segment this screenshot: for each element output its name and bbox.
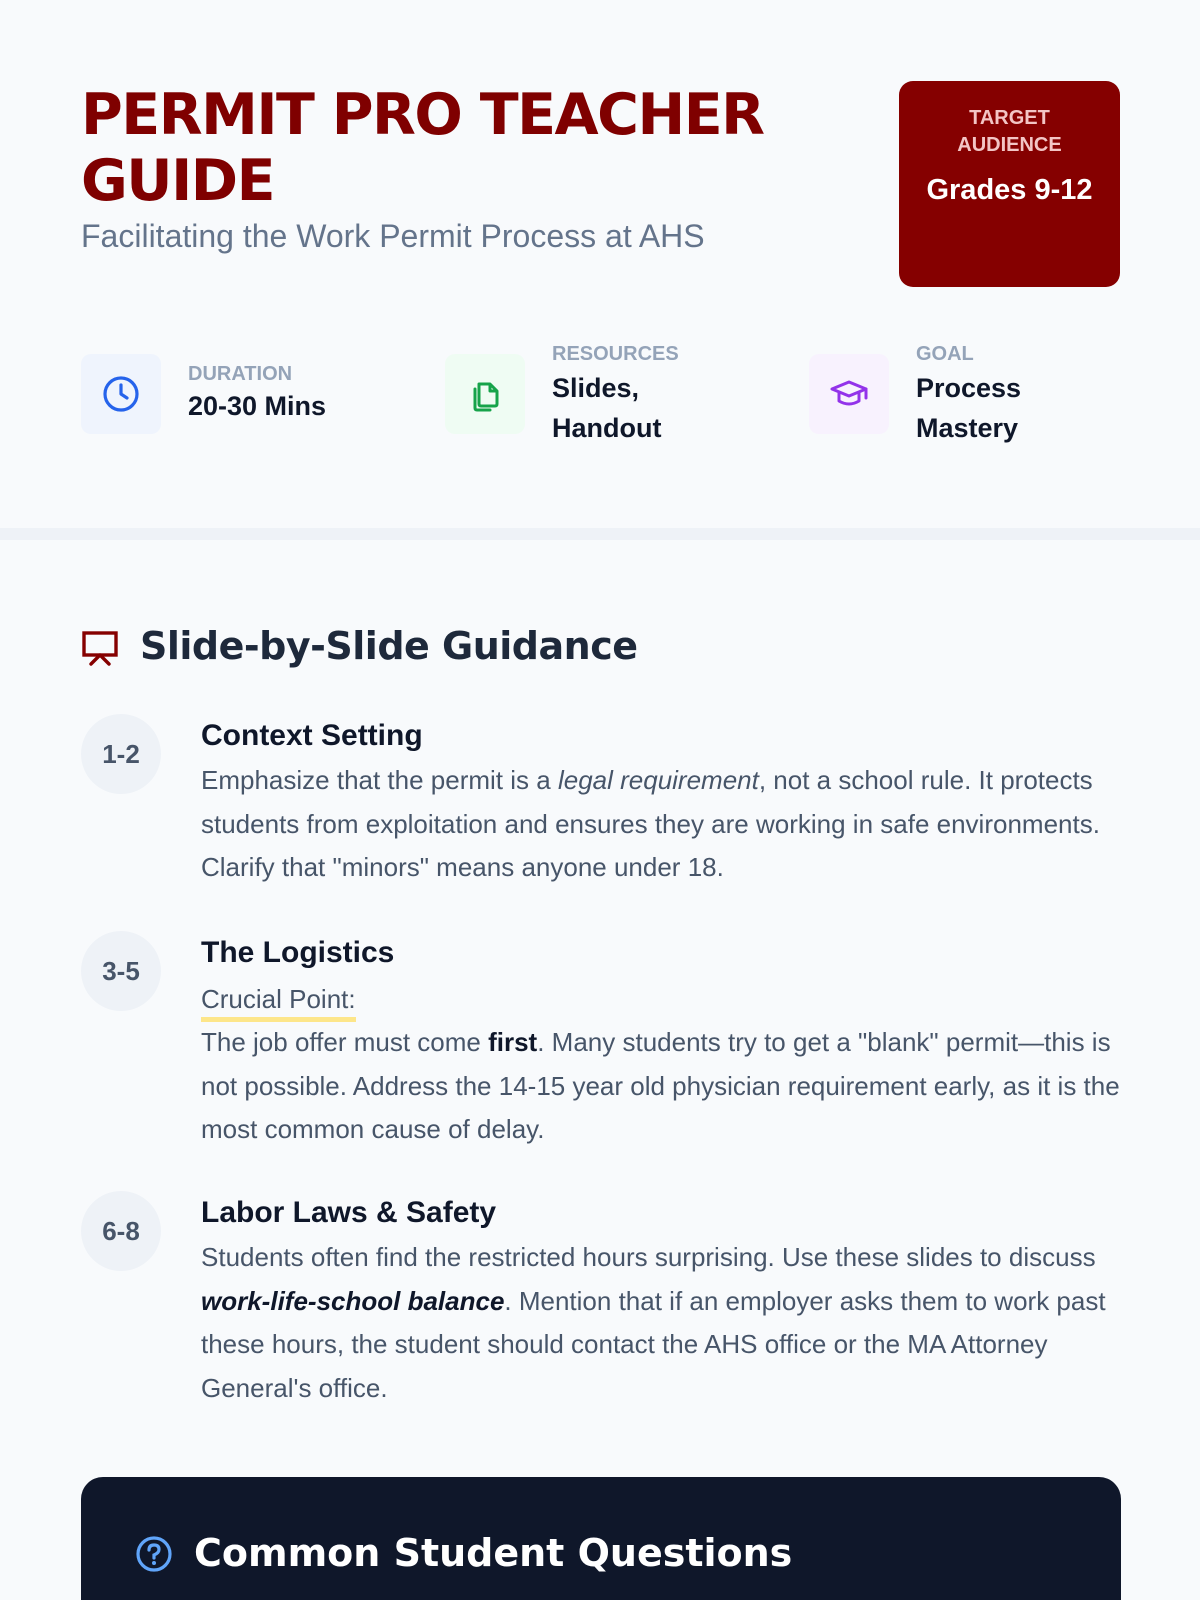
question-circle-icon <box>135 1535 173 1573</box>
slide-body <box>201 1236 1121 1410</box>
section-title: Slide-by-Slide Guidance <box>140 624 638 668</box>
slide-title: Labor Laws & Safety <box>201 1196 497 1229</box>
stat-label: GOAL <box>916 343 974 365</box>
common-questions-card <box>81 1477 1121 1600</box>
body-bold: first <box>488 1027 538 1057</box>
body-text: Emphasize that the permit is a <box>201 765 558 795</box>
slide-body <box>201 1021 1121 1152</box>
clock-icon <box>81 354 161 434</box>
graduation-cap-icon <box>809 354 889 434</box>
slide-body <box>201 759 1121 890</box>
stat-duration <box>81 336 421 456</box>
stat-value: 20-30 Mins <box>188 391 327 421</box>
crucial-point-highlight: Crucial Point: <box>201 981 356 1022</box>
stat-goal <box>809 336 1129 456</box>
slide-number-badge: 6-8 <box>81 1191 161 1271</box>
divider <box>0 528 1200 540</box>
slide-title: The Logistics <box>201 936 395 969</box>
stat-value: Process Mastery <box>916 373 1022 443</box>
slide-title: Context Setting <box>201 719 423 752</box>
header <box>0 0 1200 528</box>
body-bold-italic: work-life-school balance <box>201 1285 505 1316</box>
page-subtitle: Facilitating the Work Permit Process at AHS <box>81 218 705 254</box>
body-emphasis: legal requirement <box>557 765 759 795</box>
target-audience-card <box>899 81 1120 287</box>
body-text: The job offer must come <box>201 1027 489 1057</box>
page-title: PERMIT PRO TEACHER GUIDE <box>81 82 764 214</box>
stat-label: RESOURCES <box>552 343 679 365</box>
slide-item <box>81 714 1121 884</box>
body-text: Students often find the restricted hours surprising. Use these slides to discuss <box>201 1242 1096 1272</box>
copy-icon <box>445 354 525 434</box>
body-text: , not a school rule. It protects students from exploitation and ensures they are working in safe environments. Clarify that "minors" means anyone under 18. <box>201 765 1100 882</box>
stat-label: DURATION <box>188 363 293 385</box>
presentation-icon <box>82 630 118 666</box>
stat-value: Slides, Handout <box>552 373 662 443</box>
slide-item <box>81 931 1121 1151</box>
questions-title: Common Student Questions <box>194 1531 793 1575</box>
body-text: . Mention that if an employer asks them to work past these hours, the student should contact the AHS office or the MA Attorney General's office. <box>201 1285 1106 1403</box>
audience-label: TARGET AUDIENCE <box>957 107 1062 156</box>
body-text: . Many students try to get a "blank" permit—this is not possible. Address the 14-15 year old physician requirement early, as it is the most common cause of delay. <box>201 1027 1120 1144</box>
stat-resources <box>445 336 785 456</box>
slide-number-badge: 3-5 <box>81 931 161 1011</box>
audience-value: Grades 9-12 <box>926 174 1093 206</box>
slide-item <box>81 1191 1121 1421</box>
slide-number-badge: 1-2 <box>81 714 161 794</box>
